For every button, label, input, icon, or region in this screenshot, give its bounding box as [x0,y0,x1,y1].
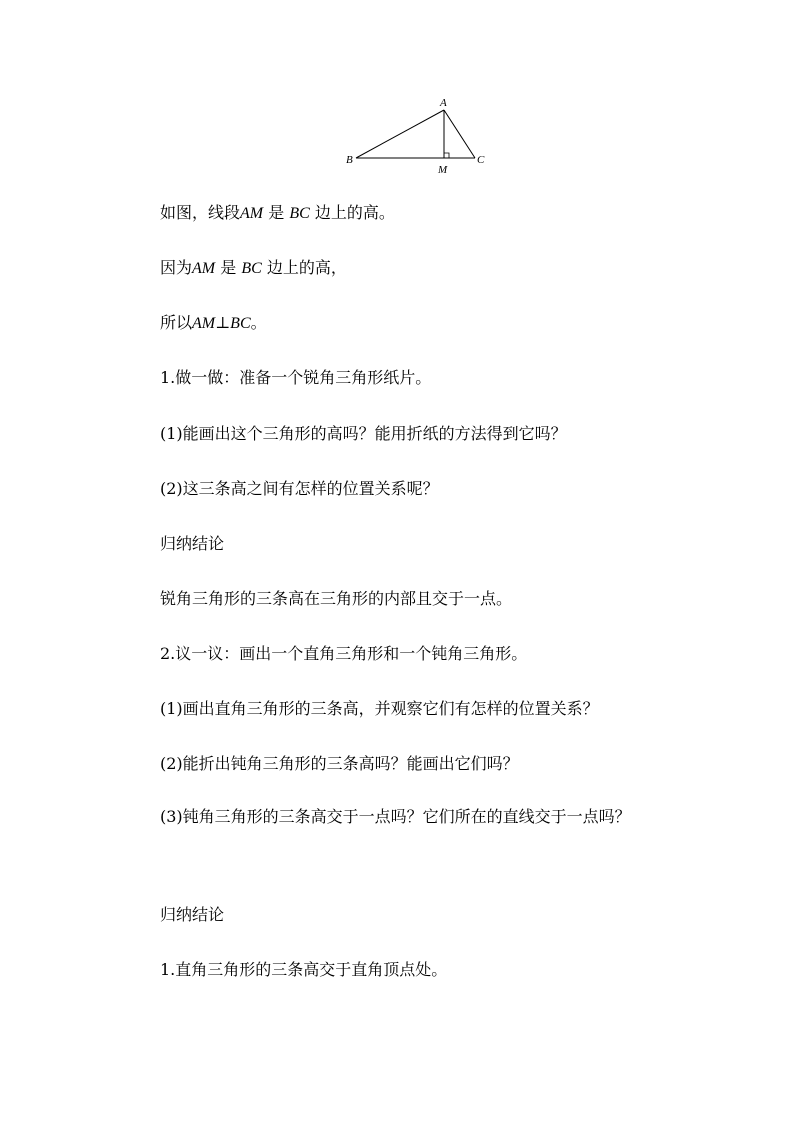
paragraph-question-1-2: (2)这三条高之间有怎样的位置关系呢？ [160,479,439,498]
math-bc: BC [241,260,262,277]
right-angle-mark [444,153,449,158]
math-am: AM [192,315,216,332]
paragraph-question-2-1: (1)画出直角三角形的三条高，并观察它们有怎样的位置关系？ [160,699,599,718]
perpendicular-symbol: ⊥ [215,313,231,332]
text-line-therefore [160,313,267,334]
paragraph-conclusion-2: 1.直角三角形的三条高交于直角顶点处。 [160,960,448,979]
side-ac [444,110,475,158]
text-line-because [160,258,347,279]
label-b: B [346,154,353,166]
text-segment: 是 [215,258,242,277]
paragraph-activity-2: 2.议一议：画出一个直角三角形和一个钝角三角形。 [160,644,528,663]
side-ba [356,110,444,158]
text-segment: 边上的高， [261,258,347,277]
text-segment: 如图，线段 [160,203,241,222]
math-bc: BC [289,205,310,222]
heading-conclusion-2: 归纳结论 [160,905,225,924]
paragraph-question-1-1: (1)能画出这个三角形的高吗？能用折纸的方法得到它吗？ [160,424,567,443]
text-line-definition [160,203,395,224]
text-segment: 因为 [160,258,193,277]
label-c: C [477,154,485,166]
paragraph-question-2-2: (2)能折出钝角三角形的三条高吗？能画出它们吗？ [160,754,519,773]
math-bc: BC [230,315,251,332]
paragraph-question-2-3: (3)钝角三角形的三条高交于一点吗？它们所在的直线交于一点吗？ [160,807,631,826]
math-am: AM [240,205,264,222]
triangle-diagram [338,95,498,180]
paragraph-conclusion-1: 锐角三角形的三条高在三角形的内部且交于一点。 [160,589,513,608]
math-am: AM [192,260,216,277]
text-segment: 是 [263,203,290,222]
triangle-figure [338,95,498,180]
label-a: A [440,97,447,109]
heading-conclusion-1: 归纳结论 [160,534,225,553]
paragraph-activity-1: 1.做一做：准备一个锐角三角形纸片。 [160,368,432,387]
text-segment: 。 [250,313,267,332]
text-segment: 边上的高。 [309,203,395,222]
text-segment: 所以 [160,313,193,332]
label-m: M [438,164,448,176]
